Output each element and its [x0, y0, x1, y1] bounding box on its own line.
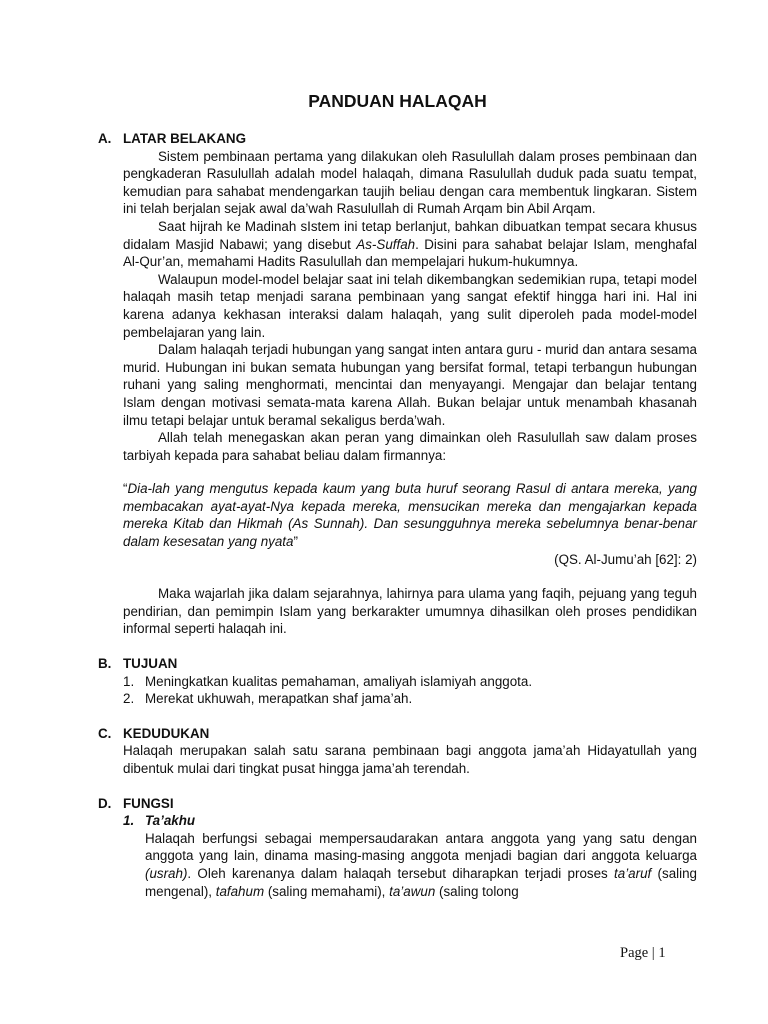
paragraph: Sistem pembinaan pertama yang dilakukan oleh Rasulullah dalam proses pembinaan dan pengkaderan Rasulullah adalah model halaqah, dimana Rasulullah duduk pada suatu tempat, kemudian para sahabat mendengarkan taujih beliau dengan cara membentuk lingkaran. Sistem ini telah berjalan sejak awal da’wah Rasulullah di Rumah Arqam bin Abil Arqam.: [123, 148, 697, 217]
list-number: 1.: [123, 673, 135, 689]
emphasis-text: As-Suffah: [356, 236, 416, 252]
section-b-heading: [98, 655, 697, 673]
paragraph-text: . Oleh karenanya dalam halaqah tersebut diharapkan terjadi proses: [187, 865, 615, 881]
paragraph-text: (saling mengenal),: [145, 865, 697, 899]
paragraph: Allah telah menegaskan akan peran yang dimainkan oleh Rasulullah saw dalam proses tarbiyah kepada para sahabat beliau dalam firmannya:: [123, 430, 697, 463]
subsection-title: Ta’akhu: [145, 813, 196, 829]
paragraph: [145, 830, 697, 900]
list-item: [123, 673, 697, 691]
list-text: Merekat ukhuwah, merapatkan shaf jama’ah.: [145, 691, 413, 707]
paragraph: Dalam halaqah terjadi hubungan yang sangat inten antara guru - murid dan antara sesama murid. Hubungan ini bukan semata hubungan yang bersifat formal, tetapi terbangun hubungan ruhani yang saling menghormati, mencintai dan menyayangi. Mengajar dan belajar tentang Islam dengan motivasi semata-mata karena Allah. Bukan belajar untuk menambah khasanah ilmu tetapi belajar untuk beramal sekaligus berda’wah.: [123, 342, 697, 428]
section-c-letter: C.: [98, 725, 112, 741]
paragraph-text: (saling memahami),: [264, 883, 390, 899]
paragraph-text: (saling tolong: [435, 883, 519, 899]
paragraph: Maka wajarlah jika dalam sejarahnya, lahirnya para ulama yang faqih, pejuang yang teguh pendirian, dan pemimpin Islam yang berkarakter umumnya dihasilkan oleh proses pendidikan informal seperti halaqah ini.: [123, 586, 697, 637]
paragraph: Halaqah merupakan salah satu sarana pembinaan bagi anggota jama’ah Hidayatullah yang dibentuk mulai dari tingkat pusat hingga jama’ah terendah.: [123, 743, 697, 776]
list-number: 2.: [123, 691, 135, 707]
quote-citation: (QS. Al-Jumu’ah [62]: 2): [554, 551, 697, 567]
paragraph: Walaupun model-model belajar saat ini telah dikembangkan sedemikian rupa, tetapi model halaqah masih tetap menjadi sarana pembinaan yang sangat efektif hingga hari ini. Hal ini karena adanya kekhasan interaksi dalam halaqah, yang sulit diperoleh pada model-model pembelajaran yang lain.: [123, 271, 697, 340]
section-a-body: [98, 148, 697, 638]
quote-close-mark: ”: [293, 534, 298, 550]
quran-quote: [123, 480, 697, 550]
subsection-body: [123, 830, 697, 900]
paragraph-text: . Disini para sahabat belajar Islam, menghafal Al-Qur’an, memahami Hadits Rasulullah dan mempelajari hukum-hukumnya.: [123, 236, 697, 270]
section-d-heading: [98, 795, 697, 813]
goal-list: [123, 673, 697, 708]
section-d-title: FUNGSI: [123, 795, 174, 811]
section-b-title: TUJUAN: [123, 656, 178, 672]
section-d-body: [98, 812, 697, 900]
list-text: Meningkatkan kualitas pemahaman, amaliyah islamiyah anggota.: [145, 673, 533, 689]
section-b-letter: B.: [98, 656, 112, 672]
section-d-letter: D.: [98, 795, 112, 811]
page-number: Page | 1: [620, 945, 666, 961]
section-b-body: [98, 673, 697, 708]
quote-text: Dia-lah yang mengutus kepada kaum yang buta huruf seorang Rasul di antara mereka, yang membacakan ayat-ayat-Nya kepada mereka, mensucikan mereka dan mengajarkan kepada mereka Kitab dan Hikmah (As Sunnah). Dan sesungguhnya mereka sebelumnya benar-benar dalam kesesatan yang nyata: [123, 481, 697, 550]
document-title: PANDUAN HALAQAH: [308, 91, 487, 111]
emphasis-text: (usrah): [145, 865, 188, 881]
emphasis-text: ta’aruf: [614, 865, 652, 881]
subsection-heading: [123, 812, 697, 830]
section-c-heading: [98, 725, 697, 743]
emphasis-text: tafahum: [215, 883, 265, 899]
quote-open-mark: “: [123, 481, 128, 497]
paragraph: [123, 218, 697, 271]
section-a-title: LATAR BELAKANG: [123, 131, 246, 146]
section-a-heading: [98, 130, 697, 148]
emphasis-text: ta’awun: [389, 883, 436, 899]
paragraph-text: Halaqah berfungsi sebagai mempersaudarakan antara anggota yang yang satu dengan anggota yang lain, dinama masing-masing anggota menjadi bagian dari anggota keluarga: [145, 830, 697, 864]
list-item: [123, 690, 697, 708]
subsection-number: 1.: [123, 813, 135, 829]
document-page: [98, 90, 697, 900]
section-c-body: [98, 742, 697, 777]
section-c-title: KEDUDUKAN: [123, 725, 210, 741]
paragraph-text: Saat hijrah ke Madinah sIstem ini tetap berlanjut, bahkan dibuatkan tempat secara khusus didalam Masjid Nabawi; yang disebut: [123, 218, 697, 252]
section-a-letter: A.: [98, 131, 112, 146]
